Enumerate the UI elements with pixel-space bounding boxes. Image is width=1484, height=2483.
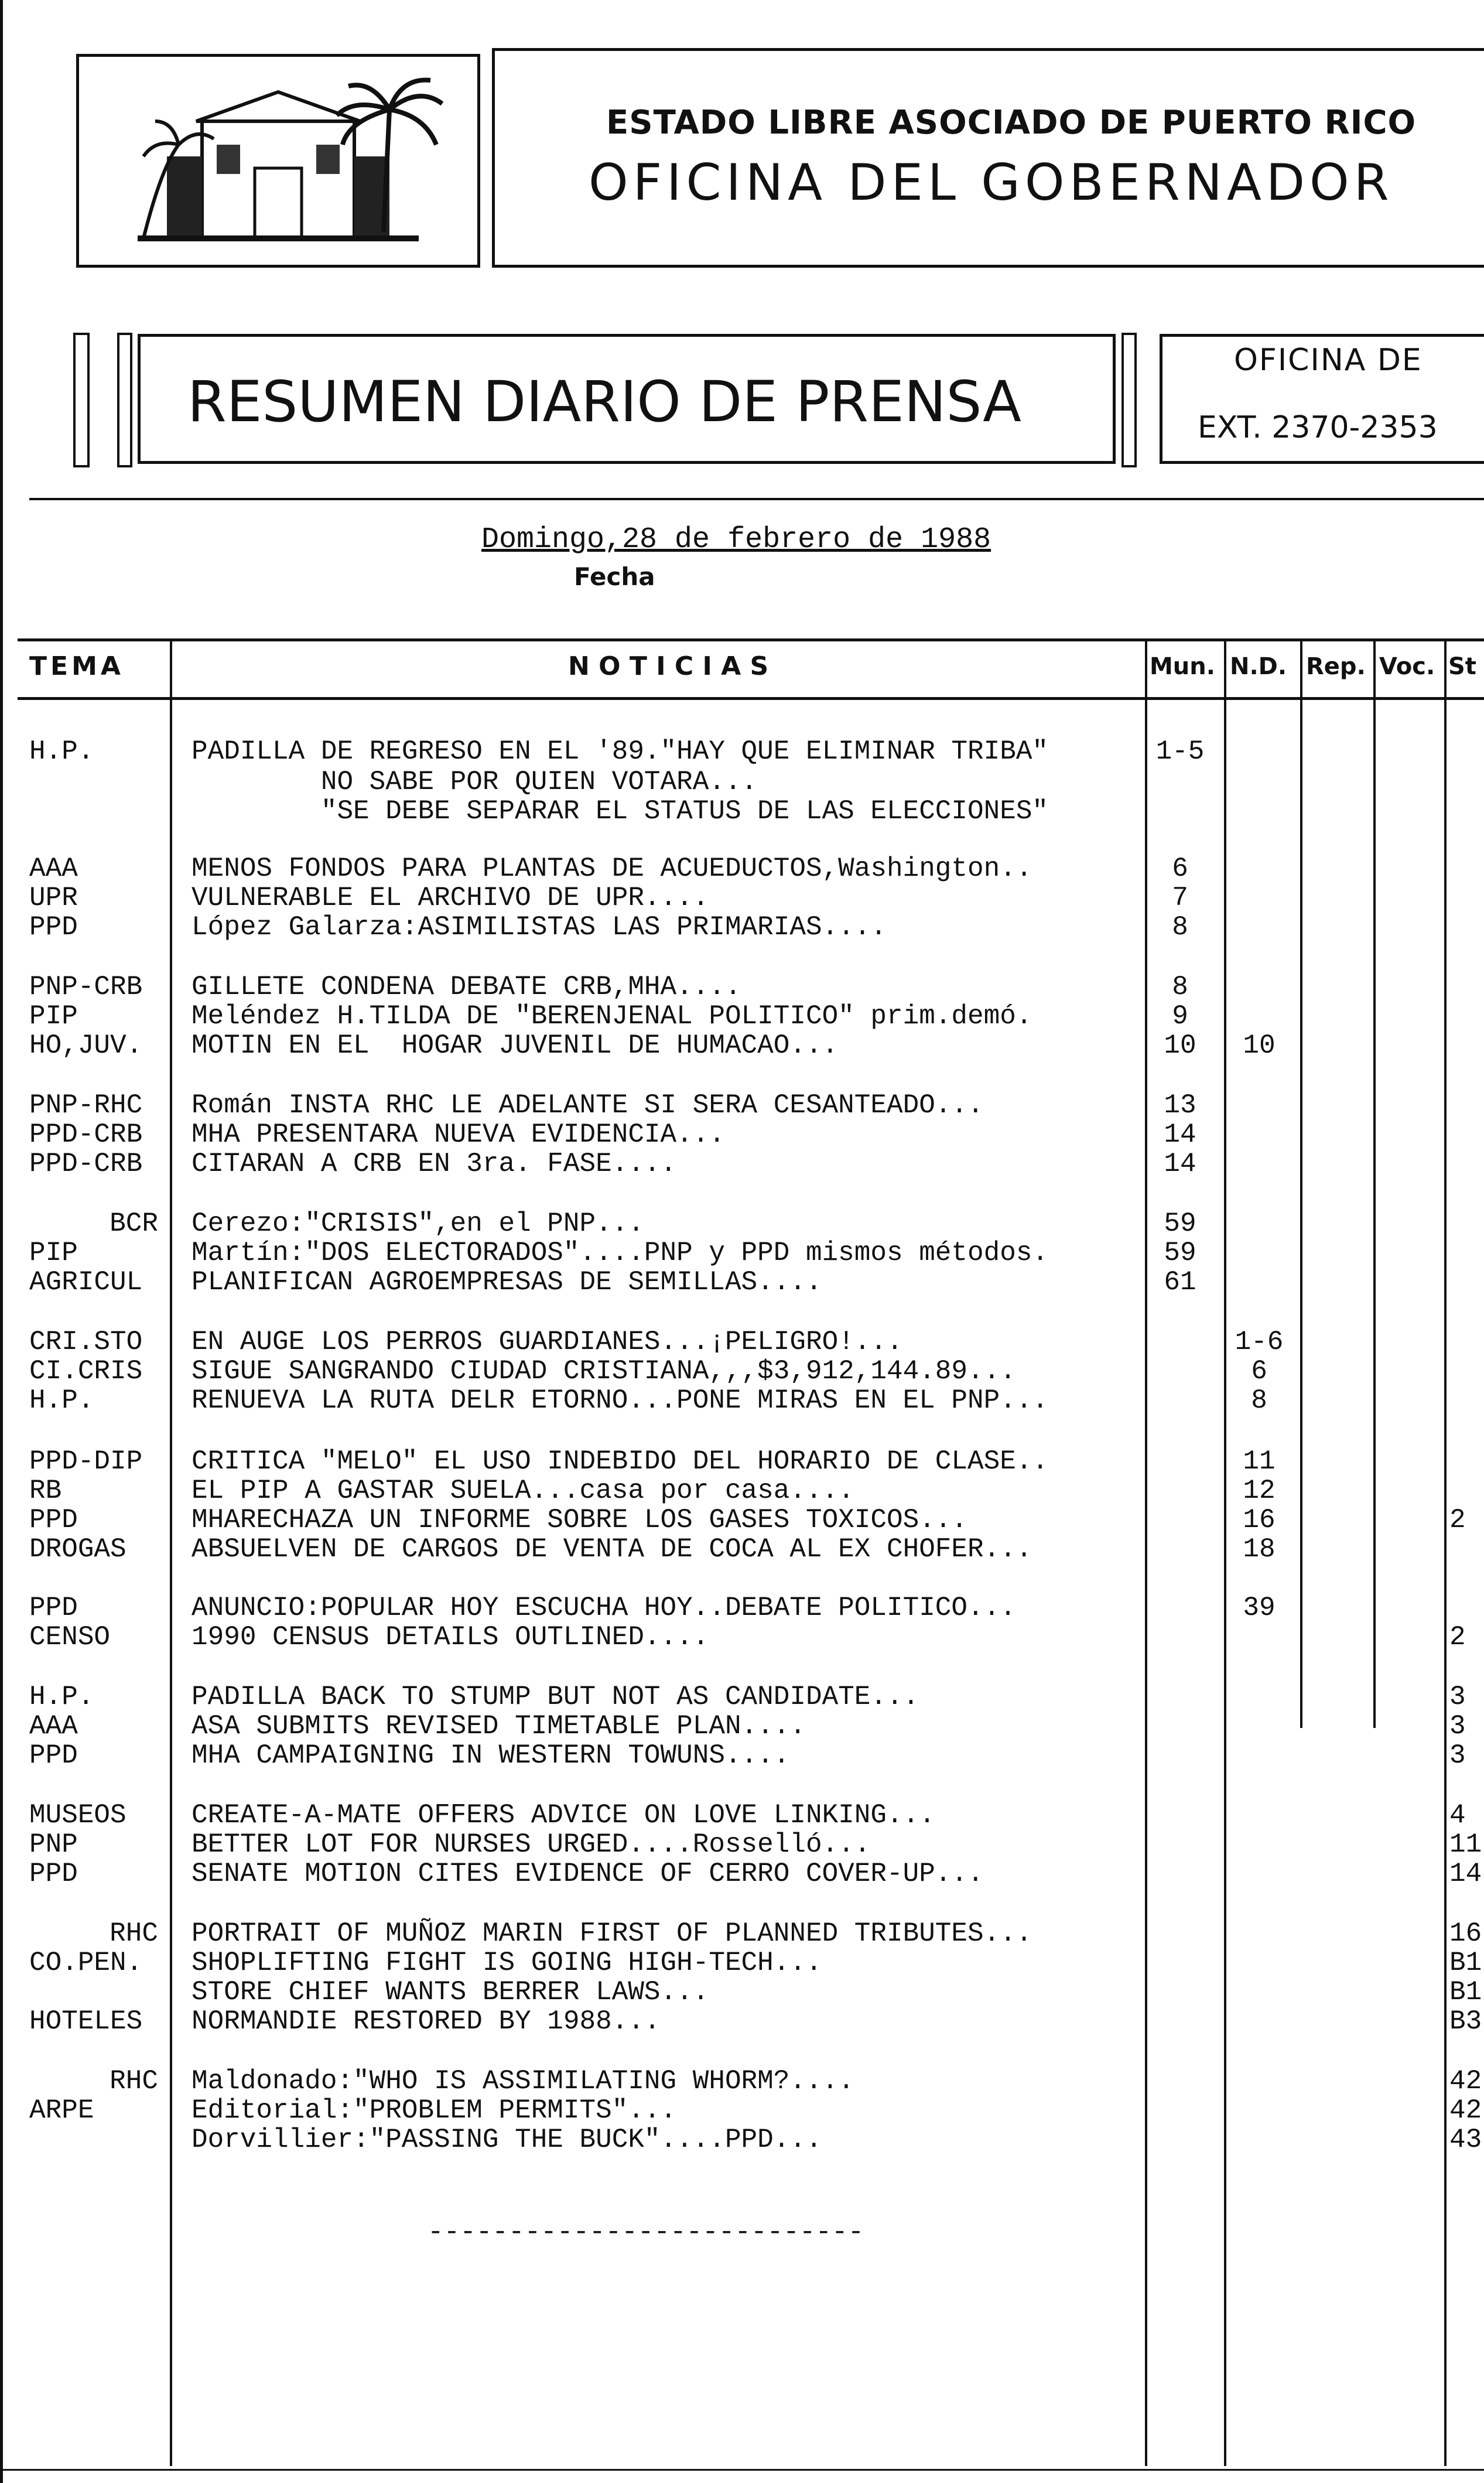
date-label: Fecha: [574, 562, 655, 591]
table-row: [0, 1002, 1484, 1032]
row-mun: 61: [1164, 1267, 1196, 1297]
row-noticia: RENUEVA LA RUTA DELR ETORNO...PONE MIRAS EN EL PNP...: [192, 1385, 1049, 1416]
row-tema: CI.CRIS: [29, 1356, 143, 1386]
table-row: [0, 1268, 1484, 1297]
row-noticia: CRITICA "MELO" EL USO INDEBIDO DEL HORARIO DE CLASE..: [192, 1446, 1049, 1477]
row-tema: RHC: [110, 1918, 158, 1949]
row-tema: HOTELES: [29, 2006, 143, 2037]
row-nd: 39: [1243, 1593, 1276, 1623]
row-noticia: EL PIP A GASTAR SUELA...casa por casa....: [192, 1476, 854, 1506]
row-tema: PIP: [29, 1238, 78, 1268]
row-noticia: Editorial:"PROBLEM PERMITS"...: [192, 2095, 677, 2126]
table-row: [0, 1209, 1484, 1239]
building-logo: [79, 57, 477, 265]
row-st: 3: [1449, 1712, 1466, 1741]
table-row: [0, 2007, 1484, 2037]
row-tema: RB: [29, 1476, 62, 1506]
row-tema: PPD: [29, 1859, 78, 1889]
banner-title: RESUMEN DIARIO DE PRENSA: [187, 369, 1021, 435]
table-row: [0, 1977, 1484, 2007]
row-tema: CO.PEN.: [29, 1948, 143, 1978]
row-tema: AAA: [29, 1711, 78, 1741]
row-tema: PNP-CRB: [29, 972, 143, 1002]
office-line2: EXT. 2370-2353: [1198, 410, 1438, 445]
row-noticia: NORMANDIE RESTORED BY 1988...: [192, 2006, 661, 2037]
row-tema: PPD: [29, 1593, 78, 1623]
row-noticia: MHA PRESENTARA NUEVA EVIDENCIA...: [192, 1119, 725, 1150]
row-st: 14: [1449, 1859, 1482, 1889]
table-row: [0, 1830, 1484, 1860]
row-mun: 8: [1172, 972, 1188, 1002]
row-tema: BCR: [110, 1208, 158, 1239]
row-st: B1: [1449, 1977, 1482, 2007]
row-st: 3: [1449, 1741, 1466, 1771]
row-mun: 14: [1164, 1149, 1196, 1179]
table-row: [0, 737, 1484, 767]
table-row: [0, 1948, 1484, 1978]
row-noticia: ABSUELVEN DE CARGOS DE VENTA DE COCA AL EX CHOFER...: [192, 1534, 1032, 1565]
page-bottom-edge: [0, 2469, 1484, 2471]
row-mun: 13: [1164, 1090, 1196, 1121]
table-row: [0, 2096, 1484, 2126]
table-row: [0, 1120, 1484, 1150]
date-value: Domingo,28 de febrero de 1988: [481, 523, 991, 556]
table-row: [0, 1801, 1484, 1830]
row-tema: RHC: [110, 2066, 158, 2096]
row-noticia: Cerezo:"CRISIS",en el PNP...: [192, 1208, 644, 1239]
row-noticia: SIGUE SANGRANDO CIUDAD CRISTIANA,,,$3,912,144.89...: [192, 1356, 1016, 1386]
table-row: [0, 1357, 1484, 1386]
table-row: [0, 913, 1484, 942]
table-row: [0, 767, 1484, 797]
row-st: B3: [1449, 2007, 1482, 2037]
banner-title-box: [138, 334, 1116, 464]
row-tema: AAA: [29, 853, 78, 884]
row-st: 42: [1449, 2067, 1482, 2096]
table-row: [0, 1505, 1484, 1535]
row-noticia: PADILLA DE REGRESO EN EL '89."HAY QUE ELIMINAR TRIBA": [192, 736, 1049, 767]
row-st: 2: [1449, 1623, 1466, 1652]
header-tema: TEMA: [29, 651, 124, 681]
row-mun: 59: [1164, 1238, 1196, 1268]
office-line1: OFICINA DE: [1234, 343, 1423, 378]
row-tema: PNP-RHC: [29, 1090, 143, 1121]
header-title-box: [492, 48, 1484, 268]
row-mun: 10: [1164, 1030, 1196, 1061]
row-tema: PPD-DIP: [29, 1446, 143, 1477]
header-voc: Voc.: [1379, 653, 1435, 680]
row-tema: H.P.: [29, 1682, 94, 1712]
row-noticia: EN AUGE LOS PERROS GUARDIANES...¡PELIGRO!...: [192, 1327, 903, 1357]
table-row: [0, 1149, 1484, 1179]
header-line1: ESTADO LIBRE ASOCIADO DE PUERTO RICO: [606, 104, 1417, 142]
row-noticia: Meléndez H.TILDA DE "BERENJENAL POLITICO" prim.demó.: [192, 1001, 1032, 1032]
row-tema: CENSO: [29, 1622, 111, 1652]
row-noticia: CITARAN A CRB EN 3ra. FASE....: [192, 1149, 677, 1179]
header-st: St: [1448, 653, 1476, 680]
row-mun: 8: [1172, 912, 1188, 942]
row-noticia: Maldonado:"WHO IS ASSIMILATING WHORM?....: [192, 2066, 854, 2096]
row-tema: PPD-CRB: [29, 1149, 143, 1179]
row-tema: ARPE: [29, 2095, 94, 2126]
table-top-rule: [18, 638, 1484, 641]
row-st: 3: [1449, 1682, 1466, 1712]
row-noticia: MENOS FONDOS PARA PLANTAS DE ACUEDUCTOS,Washington..: [192, 853, 1032, 884]
header-nd: N.D.: [1230, 653, 1287, 680]
header-noticias: N O T I C I A S: [568, 651, 769, 681]
table-row: [0, 1682, 1484, 1712]
row-noticia: López Galarza:ASIMILISTAS LAS PRIMARIAS....: [192, 912, 887, 942]
table-row: [0, 1859, 1484, 1889]
row-nd: 8: [1251, 1385, 1267, 1416]
header-line2: OFICINA DEL GOBERNADOR: [589, 153, 1394, 212]
row-mun: 7: [1172, 883, 1188, 913]
row-st: B1: [1449, 1948, 1482, 1978]
row-noticia: SENATE MOTION CITES EVIDENCE OF CERRO COVER-UP...: [192, 1859, 984, 1889]
row-noticia: ANUNCIO:POPULAR HOY ESCUCHA HOY..DEBATE POLITICO...: [192, 1593, 1016, 1623]
row-noticia: GILLETE CONDENA DEBATE CRB,MHA....: [192, 972, 741, 1002]
table-row: [0, 797, 1484, 826]
row-mun: 6: [1172, 853, 1188, 884]
row-nd: 1-6: [1235, 1327, 1284, 1357]
table-row: [0, 1386, 1484, 1416]
row-tema: HO,JUV.: [29, 1030, 143, 1061]
row-tema: PIP: [29, 1001, 78, 1032]
row-st: 42: [1449, 2096, 1482, 2126]
row-tema: H.P.: [29, 1385, 94, 1416]
table-row: [0, 1535, 1484, 1565]
banner-bar: [1121, 333, 1137, 467]
table-row: [0, 883, 1484, 913]
row-noticia: VULNERABLE EL ARCHIVO DE UPR....: [192, 883, 709, 913]
row-nd: 16: [1243, 1505, 1276, 1535]
banner-bar: [117, 333, 132, 467]
row-tema: AGRICUL: [29, 1267, 143, 1297]
row-mun: 59: [1164, 1208, 1196, 1239]
row-tema: PNP: [29, 1829, 78, 1860]
row-noticia: PORTRAIT OF MUÑOZ MARIN FIRST OF PLANNED TRIBUTES...: [192, 1918, 1032, 1949]
table-row: [0, 1327, 1484, 1357]
office-box: [1160, 334, 1484, 464]
row-noticia: "SE DEBE SEPARAR EL STATUS DE LAS ELECCIONES": [192, 796, 1049, 826]
table-row: [0, 2067, 1484, 2096]
table-row: [0, 1031, 1484, 1061]
row-nd: 10: [1243, 1030, 1276, 1061]
row-nd: 6: [1251, 1356, 1267, 1386]
row-noticia: MHA CAMPAIGNING IN WESTERN TOWUNS....: [192, 1740, 790, 1771]
table-row: [0, 1741, 1484, 1771]
table-row: [0, 1447, 1484, 1477]
row-st: 43: [1449, 2125, 1482, 2155]
row-st: 11: [1449, 1830, 1482, 1860]
header-rep: Rep.: [1306, 653, 1366, 680]
banner-bar: [73, 333, 90, 467]
row-noticia: STORE CHIEF WANTS BERRER LAWS...: [192, 1977, 709, 2007]
row-tema: H.P.: [29, 736, 94, 767]
table-row: [0, 1623, 1484, 1652]
footer-rule: ---------------------------: [428, 2217, 864, 2248]
row-noticia: CREATE-A-MATE OFFERS ADVICE ON LOVE LINKING...: [192, 1800, 935, 1830]
table-row: [0, 1091, 1484, 1121]
row-mun: 1-5: [1155, 736, 1205, 767]
table-row: [0, 1712, 1484, 1741]
row-mun: 9: [1172, 1001, 1188, 1032]
table-row: [0, 1238, 1484, 1268]
row-noticia: SHOPLIFTING FIGHT IS GOING HIGH-TECH...: [192, 1948, 822, 1978]
table-header-rule: [18, 697, 1484, 700]
row-st: 16: [1449, 1919, 1482, 1949]
row-noticia: NO SABE POR QUIEN VOTARA...: [192, 767, 758, 797]
row-noticia: PADILLA BACK TO STUMP BUT NOT AS CANDIDATE...: [192, 1682, 919, 1712]
header-mun: Mun.: [1150, 653, 1215, 680]
row-noticia: Martín:"DOS ELECTORADOS"....PNP y PPD mismos métodos.: [192, 1238, 1049, 1268]
row-tema: CRI.STO: [29, 1327, 143, 1357]
table-row: [0, 972, 1484, 1002]
row-nd: 18: [1243, 1534, 1276, 1565]
row-noticia: BETTER LOT FOR NURSES URGED....Rosselló...: [192, 1829, 871, 1860]
row-tema: UPR: [29, 883, 78, 913]
row-tema: PPD: [29, 912, 78, 942]
row-st: 4: [1449, 1801, 1466, 1830]
row-tema: MUSEOS: [29, 1800, 126, 1830]
row-nd: 11: [1243, 1446, 1276, 1477]
section-rule: [29, 498, 1484, 500]
row-noticia: Román INSTA RHC LE ADELANTE SI SERA CESANTEADO...: [192, 1090, 984, 1121]
row-noticia: ASA SUBMITS REVISED TIMETABLE PLAN....: [192, 1711, 806, 1741]
table-row: [0, 1593, 1484, 1623]
row-noticia: MHARECHAZA UN INFORME SOBRE LOS GASES TOXICOS...: [192, 1505, 968, 1535]
table-row: [0, 2125, 1484, 2155]
row-noticia: 1990 CENSUS DETAILS OUTLINED....: [192, 1622, 709, 1652]
table-row: [0, 1919, 1484, 1949]
row-mun: 14: [1164, 1119, 1196, 1150]
row-tema: PPD-CRB: [29, 1119, 143, 1150]
row-tema: DROGAS: [29, 1534, 126, 1565]
row-nd: 12: [1243, 1476, 1276, 1506]
row-st: 2: [1449, 1505, 1466, 1535]
row-tema: PPD: [29, 1740, 78, 1771]
row-noticia: PLANIFICAN AGROEMPRESAS DE SEMILLAS....: [192, 1267, 822, 1297]
logo-box: [76, 54, 480, 268]
table-row: [0, 1476, 1484, 1506]
table-row: [0, 854, 1484, 884]
row-noticia: MOTIN EN EL HOGAR JUVENIL DE HUMACAO...: [192, 1030, 839, 1061]
row-tema: PPD: [29, 1505, 78, 1535]
row-noticia: Dorvillier:"PASSING THE BUCK"....PPD...: [192, 2125, 822, 2155]
